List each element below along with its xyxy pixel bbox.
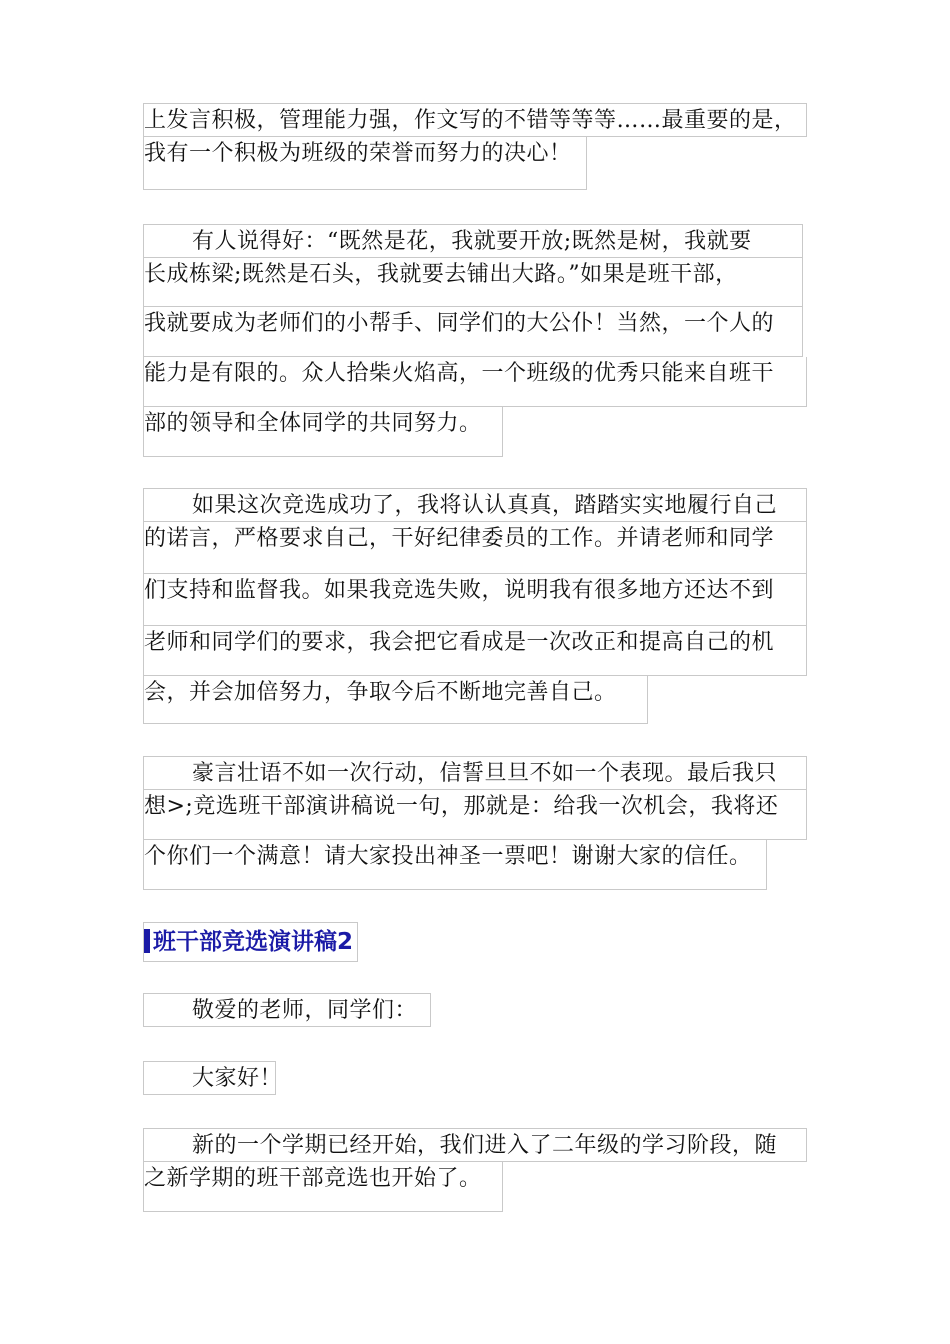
paragraph-line: 之新学期的班干部竞选也开始了。 [143, 1162, 503, 1212]
paragraph-line [143, 993, 431, 1027]
paragraph-line: 们支持和监督我。如果我竞选失败，说明我有很多地方还达不到 [143, 574, 807, 626]
paragraph-text: 新的一个学期已经开始，我们进入了二年级的学习阶段，随 [192, 1133, 778, 1158]
paragraph-line [143, 1061, 283, 1095]
paragraph-text: 有人说得好：“既然是花，我就要开放;既然是树，我就要 [192, 229, 752, 254]
paragraph-text: 豪言壮语不如一次行动，信誓旦旦不如一个表现。最后我只 [192, 761, 778, 786]
paragraph-text: 大家好！ [192, 1066, 283, 1091]
paragraph-line: 个你们一个满意！请大家投出神圣一票吧！谢谢大家的信任。 [143, 840, 767, 890]
paragraph-line: 能力是有限的。众人拾柴火焰高，一个班级的优秀只能来自班干 [143, 357, 807, 407]
paragraph-line: 上发言积极，管理能力强，作文写的不错等等等……最重要的是， [143, 103, 807, 137]
paragraph-line: 我有一个积极为班级的荣誉而努力的决心！ [143, 137, 587, 190]
paragraph-line: 的诺言，严格要求自己，干好纪律委员的工作。并请老师和同学 [143, 522, 807, 574]
paragraph-line: 想>;竞选班干部演讲稿说一句，那就是：给我一次机会，我将还 [143, 790, 807, 840]
paragraph-text: 敬爱的老师，同学们： [192, 998, 418, 1023]
paragraph-line: 老师和同学们的要求，我会把它看成是一次改正和提高自己的机 [143, 626, 807, 676]
paragraph-line [143, 1128, 807, 1162]
heading-marker [144, 929, 150, 953]
paragraph-line: 会，并会加倍努力，争取今后不断地完善自己。 [143, 676, 648, 724]
paragraph-line: 长成栋梁;既然是石头，我就要去铺出大路。”如果是班干部， [143, 258, 803, 307]
paragraph-line [143, 488, 807, 522]
paragraph-text: 如果这次竞选成功了，我将认认真真，踏踏实实地履行自己 [192, 493, 778, 518]
section-heading [143, 922, 358, 962]
heading-text: 班干部竞选演讲稿2 [153, 929, 354, 955]
paragraph-line [143, 756, 807, 790]
paragraph-line: 我就要成为老师们的小帮手、同学们的大公仆！当然，一个人的 [143, 307, 803, 357]
paragraph-line: 部的领导和全体同学的共同努力。 [143, 407, 503, 457]
paragraph-line [143, 224, 803, 258]
